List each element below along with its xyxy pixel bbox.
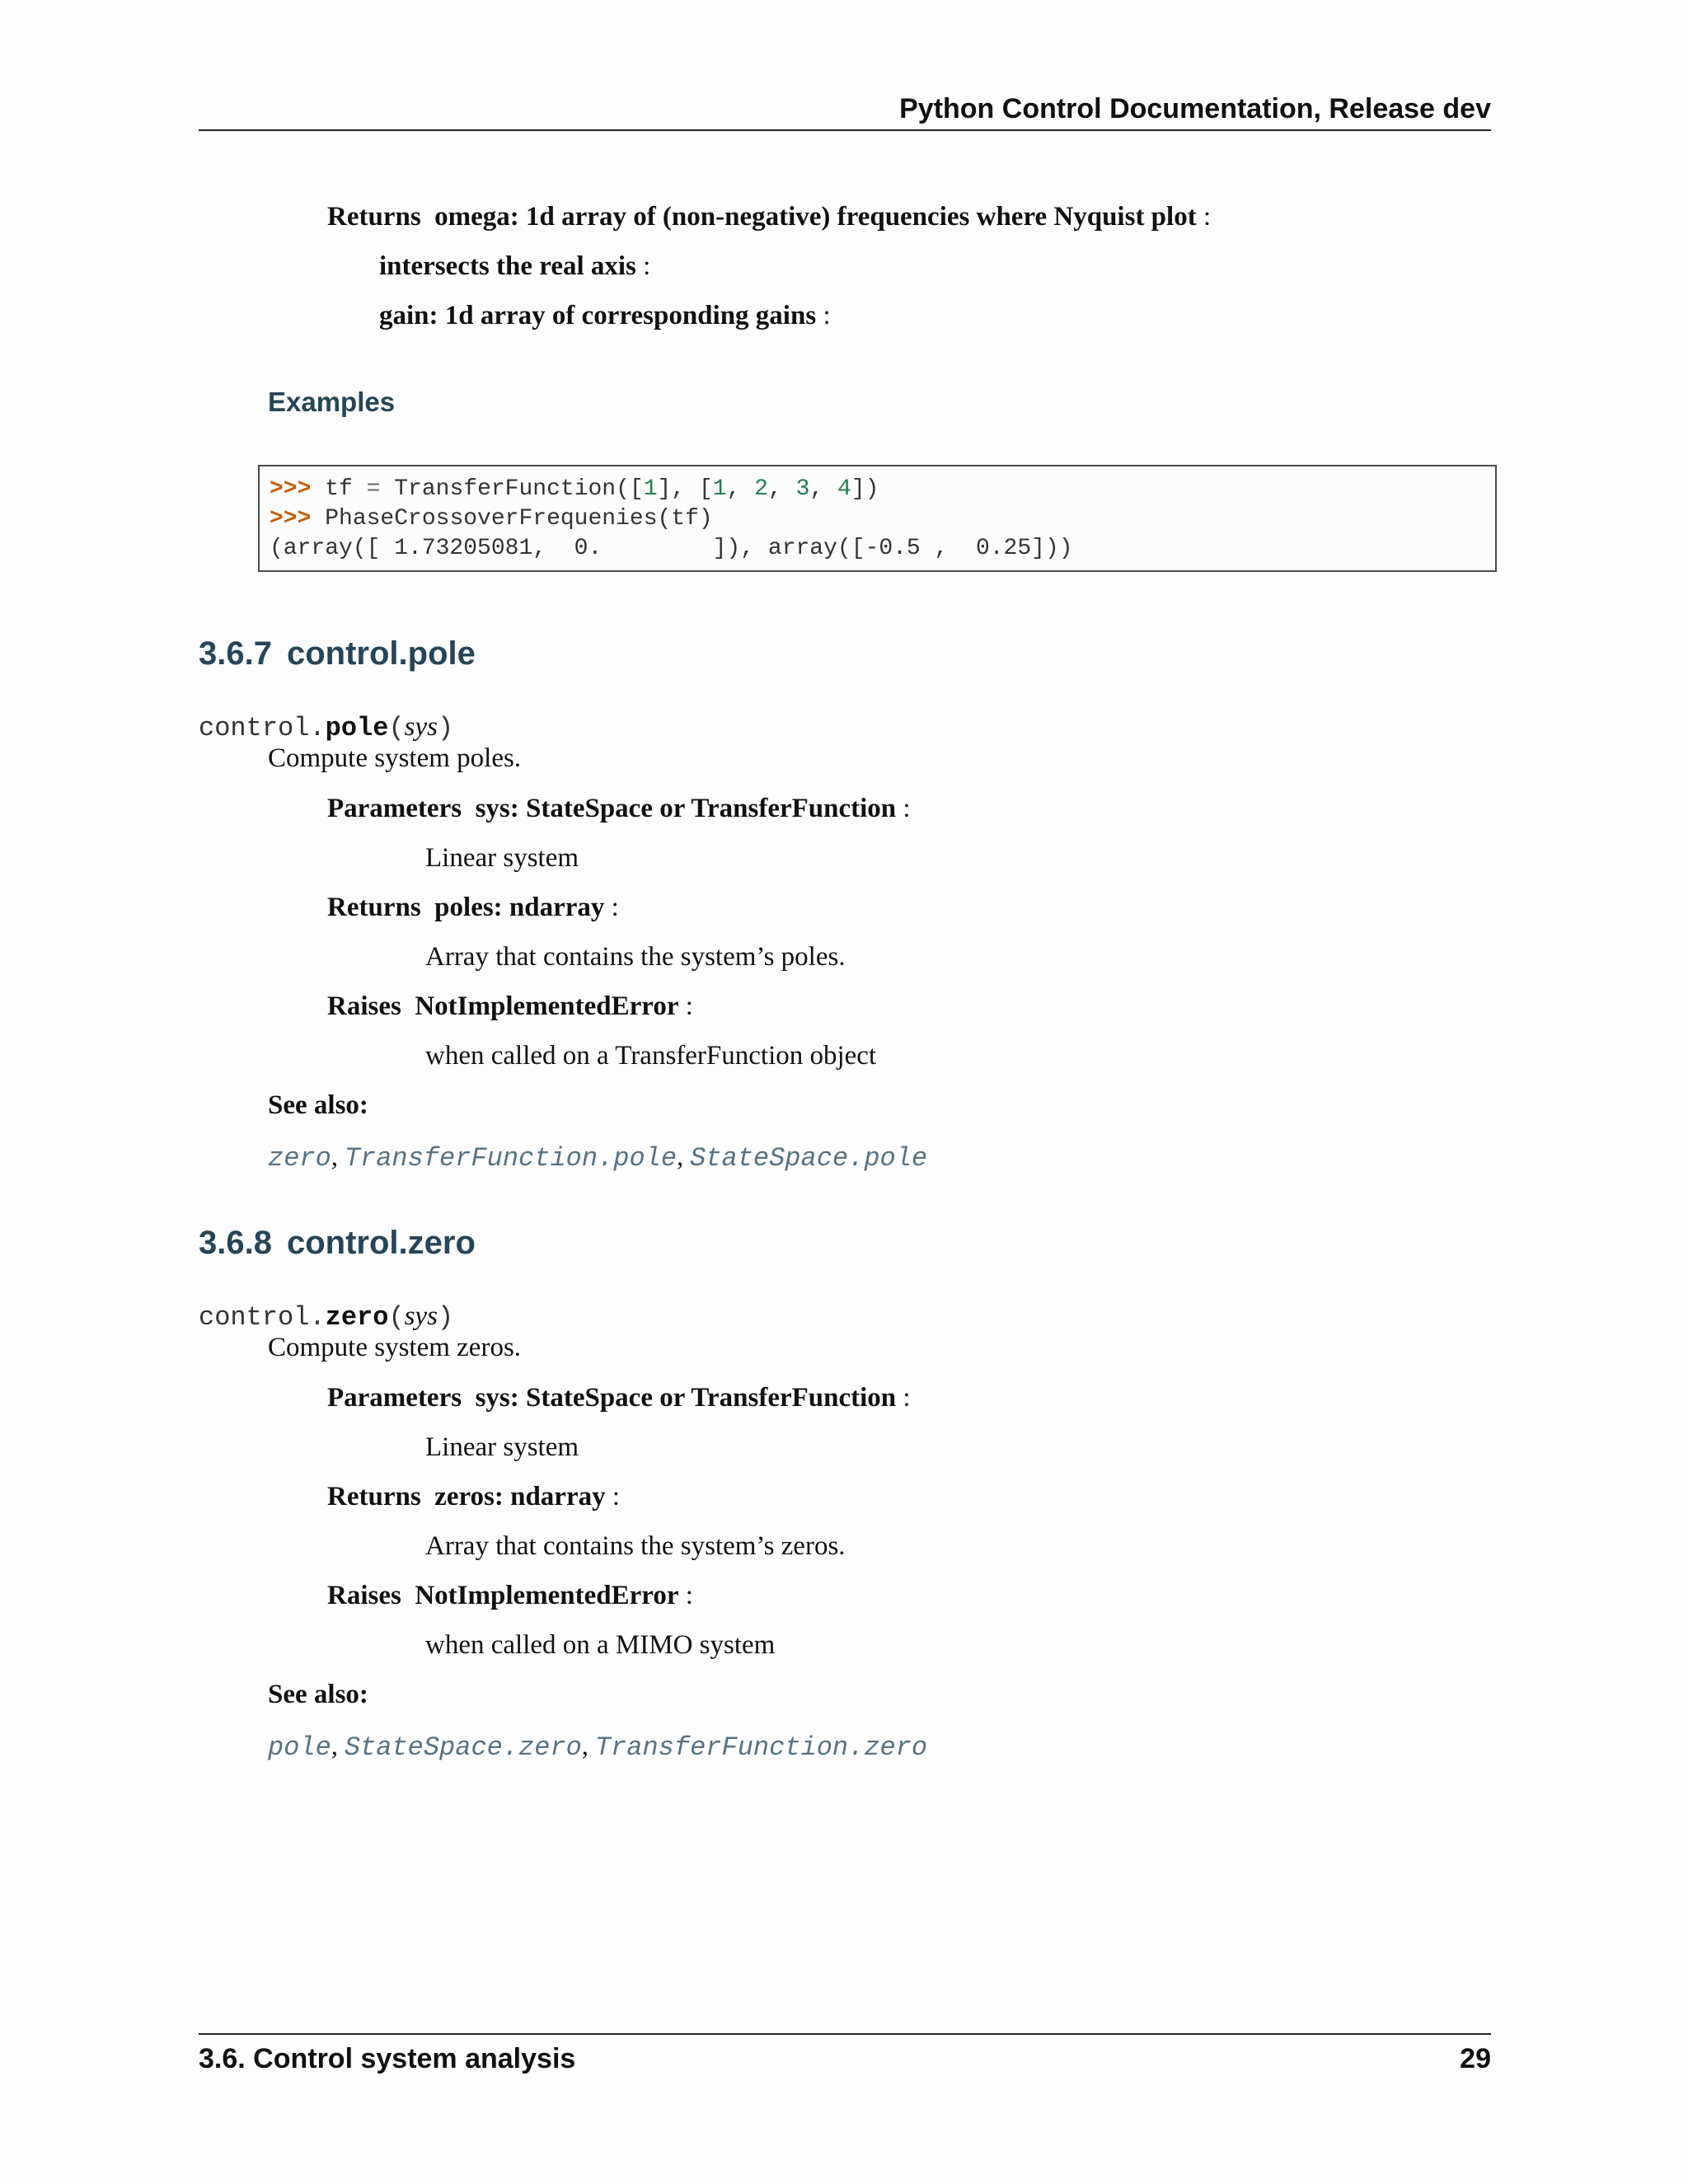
code-line-3: (array([ 1.73205081, 0. ]), array([-0.5 , 0.25])) [270,536,1073,561]
section-heading-zero [199,1225,476,1262]
returns-label: Returns [327,1482,421,1511]
see-also-label: See also: [268,1090,368,1120]
examples-heading: Examples [268,387,396,417]
link-transferfunction-pole[interactable]: TransferFunction.pole [344,1143,678,1174]
params-row [327,792,911,825]
param-description: Linear system [425,843,579,873]
section-heading-pole [199,635,476,673]
raises-name: NotImplementedError [415,1581,679,1610]
link-statespace-zero[interactable]: StateSpace.zero [344,1732,582,1763]
section-title: control.zero [286,1225,476,1261]
link-transferfunction-zero[interactable]: TransferFunction.zero [594,1732,928,1763]
param-name: sys: StateSpace or TransferFunction [475,1383,897,1413]
colon: : [611,893,619,922]
see-also-label: See also: [268,1680,368,1709]
link-pole[interactable]: pole [268,1732,331,1763]
see-also-links: pole, StateSpace.zero, TransferFunction.zero [268,1731,928,1763]
colon: : [685,1581,693,1610]
section-number: 3.6.8 [199,1225,272,1261]
footer-section-title: 3.6. Control system analysis [199,2043,576,2074]
colon: : [685,991,693,1021]
returns-line-gain [379,299,831,332]
link-statespace-pole[interactable]: StateSpace.pole [690,1143,928,1174]
raises-name: NotImplementedError [415,991,679,1021]
raises-row [327,1579,693,1612]
colon: : [903,1383,911,1413]
params-row [327,1381,911,1414]
colon: : [823,301,831,330]
returns-row [327,1480,620,1513]
returns-label: Returns [327,202,421,232]
function-arg: sys [404,1301,438,1331]
function-arg: sys [404,712,438,742]
code-prompt: >>> [270,476,312,502]
colon: : [612,1482,621,1511]
function-name: zero [325,1302,389,1333]
colon: : [903,794,911,823]
code-line-1: >>> tf = TransferFunction([1], [1, 2, 3, 4]) [270,476,879,502]
raises-description: when called on a TransferFunction object [425,1041,877,1071]
returns-label: Returns [327,893,421,922]
section-number: 3.6.7 [199,635,272,672]
return-name: zeros: ndarray [434,1482,606,1511]
function-description: Compute system poles. [268,743,522,773]
returns-line-omega [327,200,1211,233]
header-rule [199,129,1491,131]
function-signature-pole: control.pole(sys) [199,712,454,743]
returns-row [327,891,619,924]
returns-axis-name: intersects the real axis [379,251,636,281]
param-description: Linear system [425,1432,579,1462]
code-prompt: >>> [270,506,312,532]
code-block [258,465,1497,572]
section-title: control.pole [286,635,476,672]
params-label: Parameters [327,794,462,823]
raises-label: Raises [327,991,401,1021]
returns-omega-name: omega: 1d array of (non-negative) frequencies where Nyquist plot [434,202,1197,232]
param-name: sys: StateSpace or TransferFunction [475,794,897,823]
running-header-title: Python Control Documentation, Release dev [899,93,1491,124]
function-name: pole [325,713,389,743]
page-number: 29 [1460,2043,1491,2074]
link-zero[interactable]: zero [268,1143,331,1174]
footer-rule [199,2033,1491,2035]
return-description: Array that contains the system’s zeros. [425,1531,846,1561]
function-description: Compute system zeros. [268,1333,522,1362]
returns-gain-name: gain: 1d array of corresponding gains [379,301,817,330]
code-line-2: >>> PhaseCrossoverFrequenies(tf) [270,506,713,532]
return-name: poles: ndarray [434,893,605,922]
colon: : [643,251,651,281]
returns-line-axis [379,250,650,283]
function-signature-zero: control.zero(sys) [199,1301,454,1333]
raises-description: when called on a MIMO system [425,1630,776,1660]
raises-row [327,990,693,1023]
params-label: Parameters [327,1383,462,1413]
return-description: Array that contains the system’s poles. [425,942,846,972]
colon: : [1203,202,1212,232]
see-also-links: zero, TransferFunction.pole, StateSpace.pole [268,1141,928,1174]
raises-label: Raises [327,1581,401,1610]
